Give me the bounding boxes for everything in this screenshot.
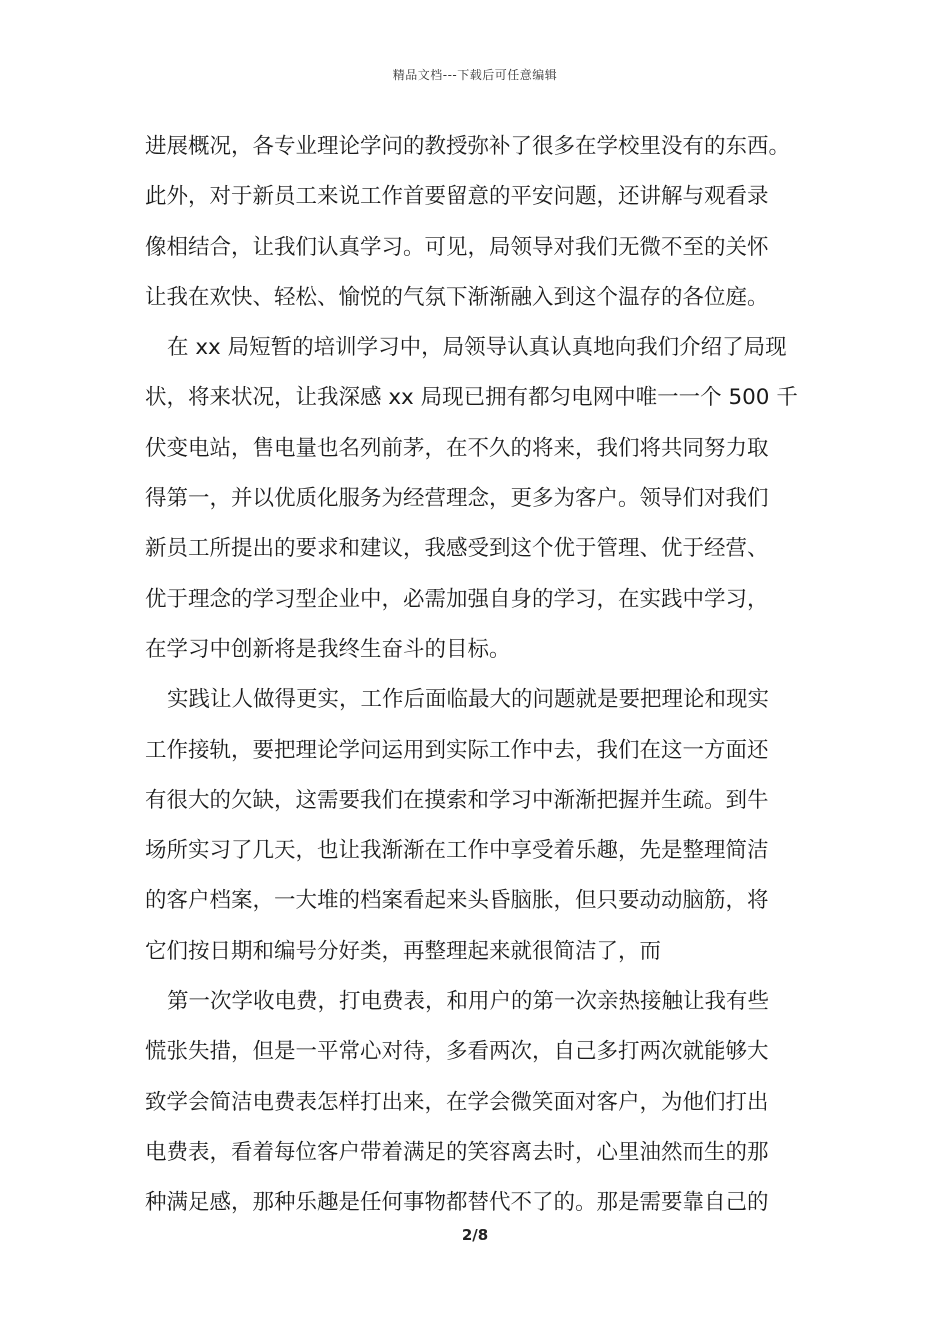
text-line: 让我在欢快、轻松、愉悦的气氛下渐渐融入到这个温存的各位庭。 (145, 284, 769, 310)
paragraph-2 (145, 329, 815, 681)
page-number (0, 1226, 950, 1244)
text-line: 电费表，看着每位客户带着满足的笑容离去时，心里油然而生的那 (145, 1139, 769, 1165)
paragraph-4 (145, 983, 815, 1234)
text-line: 致学会简洁电费表怎样打出来，在学会微笑面对客户，为他们打出 (145, 1089, 769, 1115)
text-line: 优于理念的学习型企业中，必需加强自身的学习，在实践中学习， (145, 586, 769, 612)
text-line: 新员工所提出的要求和建议，我感受到这个优于管理、优于经营、 (145, 536, 769, 562)
text-line: 场所实习了几天，也让我渐渐在工作中享受着乐趣，先是整理简洁 (145, 838, 769, 864)
text-line: 伏变电站，售电量也名列前茅，在不久的将来，我们将共同努力取 (145, 435, 769, 461)
text-line: 它们按日期和编号分好类，再整理起来就很简洁了，而 (145, 938, 662, 964)
text-line: 像相结合，让我们认真学习。可见，局领导对我们无微不至的关怀 (145, 234, 769, 260)
text-line: 工作接轨，要把理论学问运用到实际工作中去，我们在这一方面还 (145, 737, 769, 763)
page-current: 2 (461, 1226, 473, 1244)
paragraph-1 (145, 128, 815, 329)
page-header: 精品文档---下载后可任意编辑 (392, 68, 558, 82)
document-body (145, 128, 815, 1235)
text-line: 第一次学收电费，打电费表，和用户的第一次亲热接触让我有些 (167, 989, 770, 1015)
text-line: 此外，对于新员工来说工作首要留意的平安问题，还讲解与观看录 (145, 184, 769, 210)
text-line: 在学习中创新将是我终生奋斗的目标。 (145, 636, 511, 662)
text-line: 慌张失措，但是一平常心对待，多看两次，自己多打两次就能够大 (145, 1039, 769, 1065)
text-line: 的客户档案，一大堆的档案看起来头昏脑胀，但只要动动脑筋，将 (145, 888, 769, 914)
page-total: 8 (477, 1226, 489, 1244)
text-line: 有很大的欠缺，这需要我们在摸索和学习中渐渐把握并生疏。到牛 (145, 787, 769, 813)
text-line: 在 xx 局短暂的培训学习中，局领导认真认真地向我们介绍了局现 (167, 335, 787, 361)
page-separator: / (472, 1226, 478, 1244)
text-line: 进展概况，各专业理论学问的教授弥补了很多在学校里没有的东西。 (145, 134, 791, 159)
paragraph-3 (145, 681, 815, 983)
text-line: 种满足感，那种乐趣是任何事物都替代不了的。那是需要靠自己的 (145, 1190, 769, 1216)
text-line: 状，将来状况，让我深感 xx 局现已拥有都匀电网中唯一一个 500 千 (145, 385, 798, 411)
text-line: 得第一，并以优质化服务为经营理念，更多为客户。领导们对我们 (145, 486, 769, 512)
text-line: 实践让人做得更实，工作后面临最大的问题就是要把理论和现实 (167, 687, 770, 713)
